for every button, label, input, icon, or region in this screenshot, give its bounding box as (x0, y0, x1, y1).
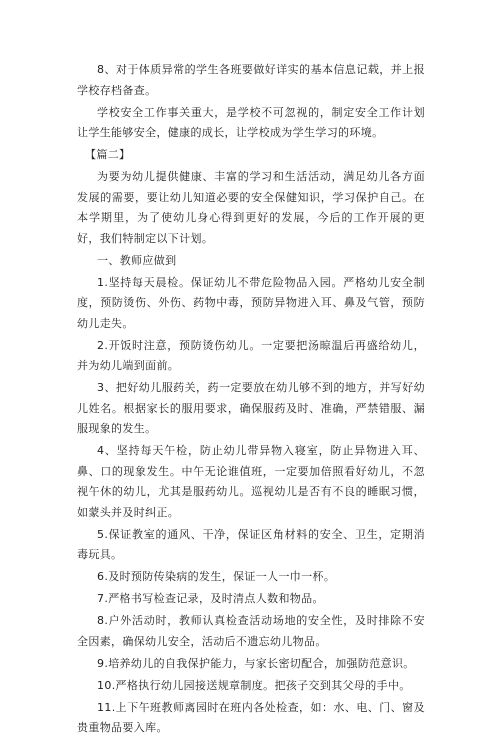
list-item-7: 7.严格书写检查记录，及时清点人数和物品。 (97, 592, 324, 605)
list-item-2: 2.开饭时注意，预防烫伤幼儿。一定要把汤晾温后再盛给幼儿，并为幼儿端到面前。 (77, 338, 425, 372)
list-item-1: 1.坚持每天晨检。保证幼儿不带危险物品入园。严格幼儿安全制度，预防烫伤、外伤、药物中毒，预防异物进入耳、鼻及气管，预防幼儿走失。 (77, 275, 425, 330)
list-item-6: 6.及时预防传染病的发生，保证一人一巾一杯。 (97, 570, 336, 583)
list-item-3: 3、把好幼儿服药关，药一定要放在幼儿够不到的地方，并写好幼儿姓名。根据家长的服用要求，确保服药及时、准确，严禁错服、漏服现象的发生。 (77, 381, 425, 435)
paragraph-intro: 为要为幼儿提供健康、丰富的学习和生活活动，满足幼儿各方面发展的需要，要让幼儿知道必要的安全保健知识，学习保护自己。在本学期里，为了使幼儿身心得到更好的发展，今后的工作开展的更好，我们特制定以下计划。 (77, 170, 425, 245)
subheading: 一、教师应做到 (97, 253, 177, 267)
list-item-9: 9.培养幼儿的自我保护能力，与家长密切配合，加强防范意识。 (97, 656, 415, 670)
list-item-10: 10.严格执行幼儿园接送规章制度。把孩子交到其父母的手中。 (97, 678, 411, 692)
paragraph-1: 8、对于体质异常的学生各班要做好详实的基本信息记载，并上报学校存档备查。 (77, 63, 425, 97)
list-item-5: 5.保证教室的通风、干净，保证区角材料的安全、卫生，定期消毒玩具。 (77, 527, 425, 561)
list-item-4: 4、坚持每天午检，防止幼儿带异物入寝室，防止异物进入耳、鼻、口的现象发生。中午无论谁值班，一定要加倍照看好幼儿，不忽视午休的幼儿，尤其是服药幼儿。巡视幼儿是否有不良的睡眠习惯，如蒙头并及时纠正。 (77, 444, 425, 519)
list-item-8: 8.户外活动时，教师认真检查活动场地的安全性，及时排除不安全因素，确保幼儿安全，活动后不遗忘幼儿物品。 (77, 614, 425, 648)
list-item-11: 11.上下午班教师离园时在班内各处检查，如：水、电、门、窗及贵重物品要入库。 (77, 700, 425, 734)
section-heading: 【篇二】 (85, 148, 131, 161)
paragraph-2: 学校安全工作事关重大，是学校不可忽视的，制定安全工作计划让学生能够安全，健康的成长，让学校成为学生学习的环境。 (77, 105, 425, 139)
